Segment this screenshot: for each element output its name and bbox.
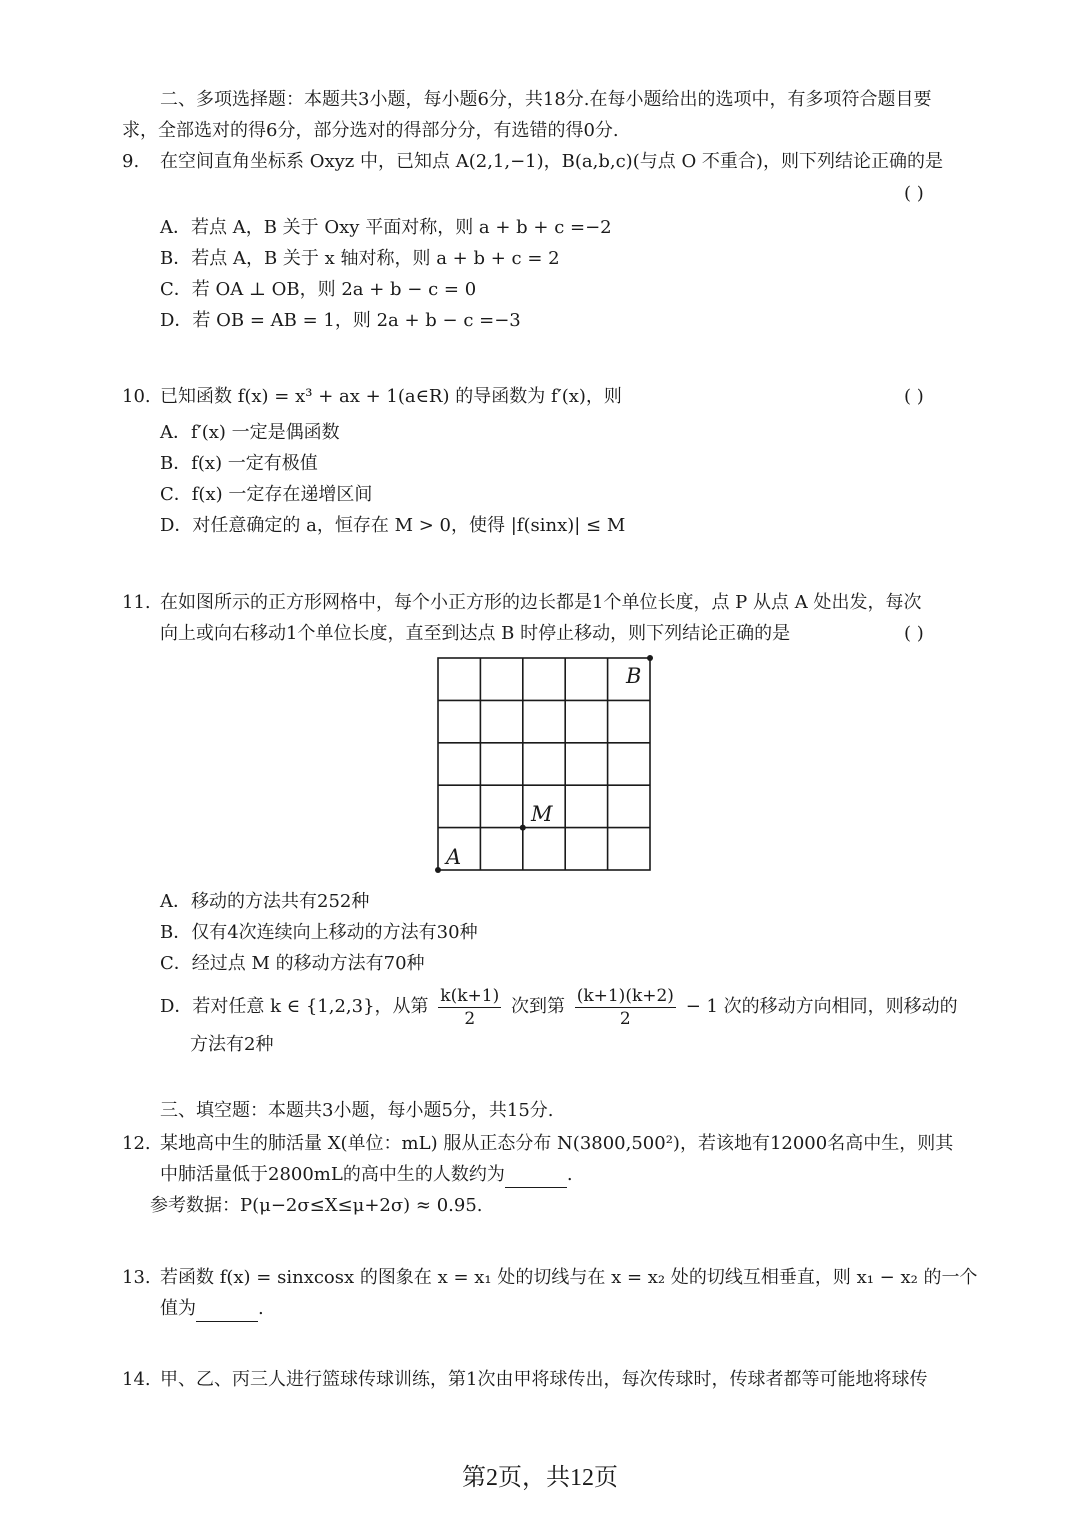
point-b-label: B	[626, 664, 642, 688]
q11-option-d-fraction-1	[438, 985, 501, 1030]
q11-option-d-middle: 次到第	[510, 996, 565, 1017]
q11-option-d-line2: 方法有2种	[190, 1034, 274, 1055]
q10-number: 10.	[122, 386, 151, 407]
q12-number: 12.	[122, 1133, 151, 1154]
q11-option-d-prefix: D．若对任意 k ∈ {1,2,3}，从第	[160, 996, 429, 1017]
q10-option-a: A．f′(x) 一定是偶函数	[160, 422, 340, 443]
q13-line1: 若函数 f(x) = sinxcosx 的图象在 x = x₁ 处的切线与在 x = x₂ 处的切线互相垂直，则 x₁ − x₂ 的一个	[160, 1267, 978, 1288]
q11-option-d-fraction-2	[575, 985, 676, 1030]
q9-answer-paren: ( )	[904, 183, 924, 204]
q11-option-d-suffix: − 1 次的移动方向相同，则移动的	[685, 996, 958, 1017]
fraction-2-denominator: 2	[619, 1008, 631, 1029]
q12-answer-blank[interactable]	[505, 1163, 567, 1188]
q9-number: 9.	[122, 151, 140, 172]
q12-line2-prefix: 中肺活量低于2800mL的高中生的人数约为	[160, 1164, 505, 1185]
point-m-dot	[520, 825, 526, 831]
point-a-label: A	[446, 845, 462, 869]
q11-answer-paren: ( )	[904, 623, 924, 644]
q13-line2-prefix: 值为	[160, 1298, 196, 1319]
q9-option-c: C．若 OA ⊥ OB，则 2a + b − c = 0	[160, 279, 477, 300]
q11-stem-line1: 在如图所示的正方形网格中，每个小正方形的边长都是1个单位长度，点 P 从点 A 处出发，每次	[160, 592, 922, 613]
q12-reference-data: 参考数据：P(μ−2σ≤X≤μ+2σ) ≈ 0.95.	[150, 1195, 483, 1216]
q11-grid-figure	[430, 650, 660, 880]
section-2-header-cont: 求，全部选对的得6分，部分选对的得部分分，有选错的得0分.	[122, 120, 619, 141]
point-m-label: M	[531, 802, 553, 826]
page-footer: 第2页，共12页	[462, 1465, 618, 1491]
q9-option-b: B．若点 A，B 关于 x 轴对称，则 a + b + c = 2	[160, 248, 560, 269]
q9-option-d: D．若 OB = AB = 1，则 2a + b − c =−3	[160, 310, 521, 331]
section-2-header: 二、多项选择题：本题共3小题，每小题6分，共18分.在每小题给出的选项中，有多项符合题目要	[160, 89, 932, 110]
q12-line1: 某地高中生的肺活量 X(单位：mL) 服从正态分布 N(3800,500²)，若该地有12000名高中生，则其	[160, 1133, 954, 1154]
q9-option-a: A．若点 A，B 关于 Oxy 平面对称，则 a + b + c =−2	[160, 217, 612, 238]
q13-line2-suffix: .	[258, 1298, 264, 1319]
fraction-2-numerator: (k+1)(k+2)	[576, 985, 674, 1006]
q11-stem-line2: 向上或向右移动1个单位长度，直至到达点 B 时停止移动，则下列结论正确的是	[160, 623, 791, 644]
q10-option-d: D．对任意确定的 a，恒存在 M > 0，使得 |f(sinx)| ≤ M	[160, 515, 626, 536]
q13-number: 13.	[122, 1267, 151, 1288]
q9-stem: 在空间直角坐标系 Oxyz 中，已知点 A(2,1,−1)，B(a,b,c)(与点 O 不重合)，则下列结论正确的是	[160, 151, 943, 172]
q11-option-a: A．移动的方法共有252种	[160, 891, 370, 912]
grid-lines	[438, 658, 650, 870]
fraction-1-denominator: 2	[464, 1008, 476, 1029]
q10-stem: 已知函数 f(x) = x³ + ax + 1(a∈R) 的导函数为 f′(x)，则	[160, 386, 622, 407]
q13-answer-blank[interactable]	[196, 1297, 258, 1322]
q11-option-c: C．经过点 M 的移动方法有70种	[160, 953, 425, 974]
point-a-dot	[435, 867, 441, 873]
q14-line1: 甲、乙、丙三人进行篮球传球训练，第1次由甲将球传出，每次传球时，传球者都等可能地将球传	[160, 1369, 928, 1390]
q11-option-d	[160, 983, 958, 1031]
q14-number: 14.	[122, 1369, 151, 1390]
q12-line2	[160, 1163, 573, 1188]
q11-number: 11.	[122, 592, 151, 613]
section-3-header: 三、填空题：本题共3小题，每小题5分，共15分.	[160, 1100, 554, 1121]
fraction-1-numerator: k(k+1)	[440, 985, 500, 1006]
q10-answer-paren: ( )	[904, 386, 924, 407]
q12-line2-suffix: .	[566, 1164, 573, 1185]
q10-option-b: B．f(x) 一定有极值	[160, 453, 318, 474]
q13-line2	[160, 1297, 264, 1322]
q11-option-b: B．仅有4次连续向上移动的方法有30种	[160, 922, 478, 943]
point-b-dot	[647, 655, 653, 661]
q10-option-c: C．f(x) 一定存在递增区间	[160, 484, 373, 505]
